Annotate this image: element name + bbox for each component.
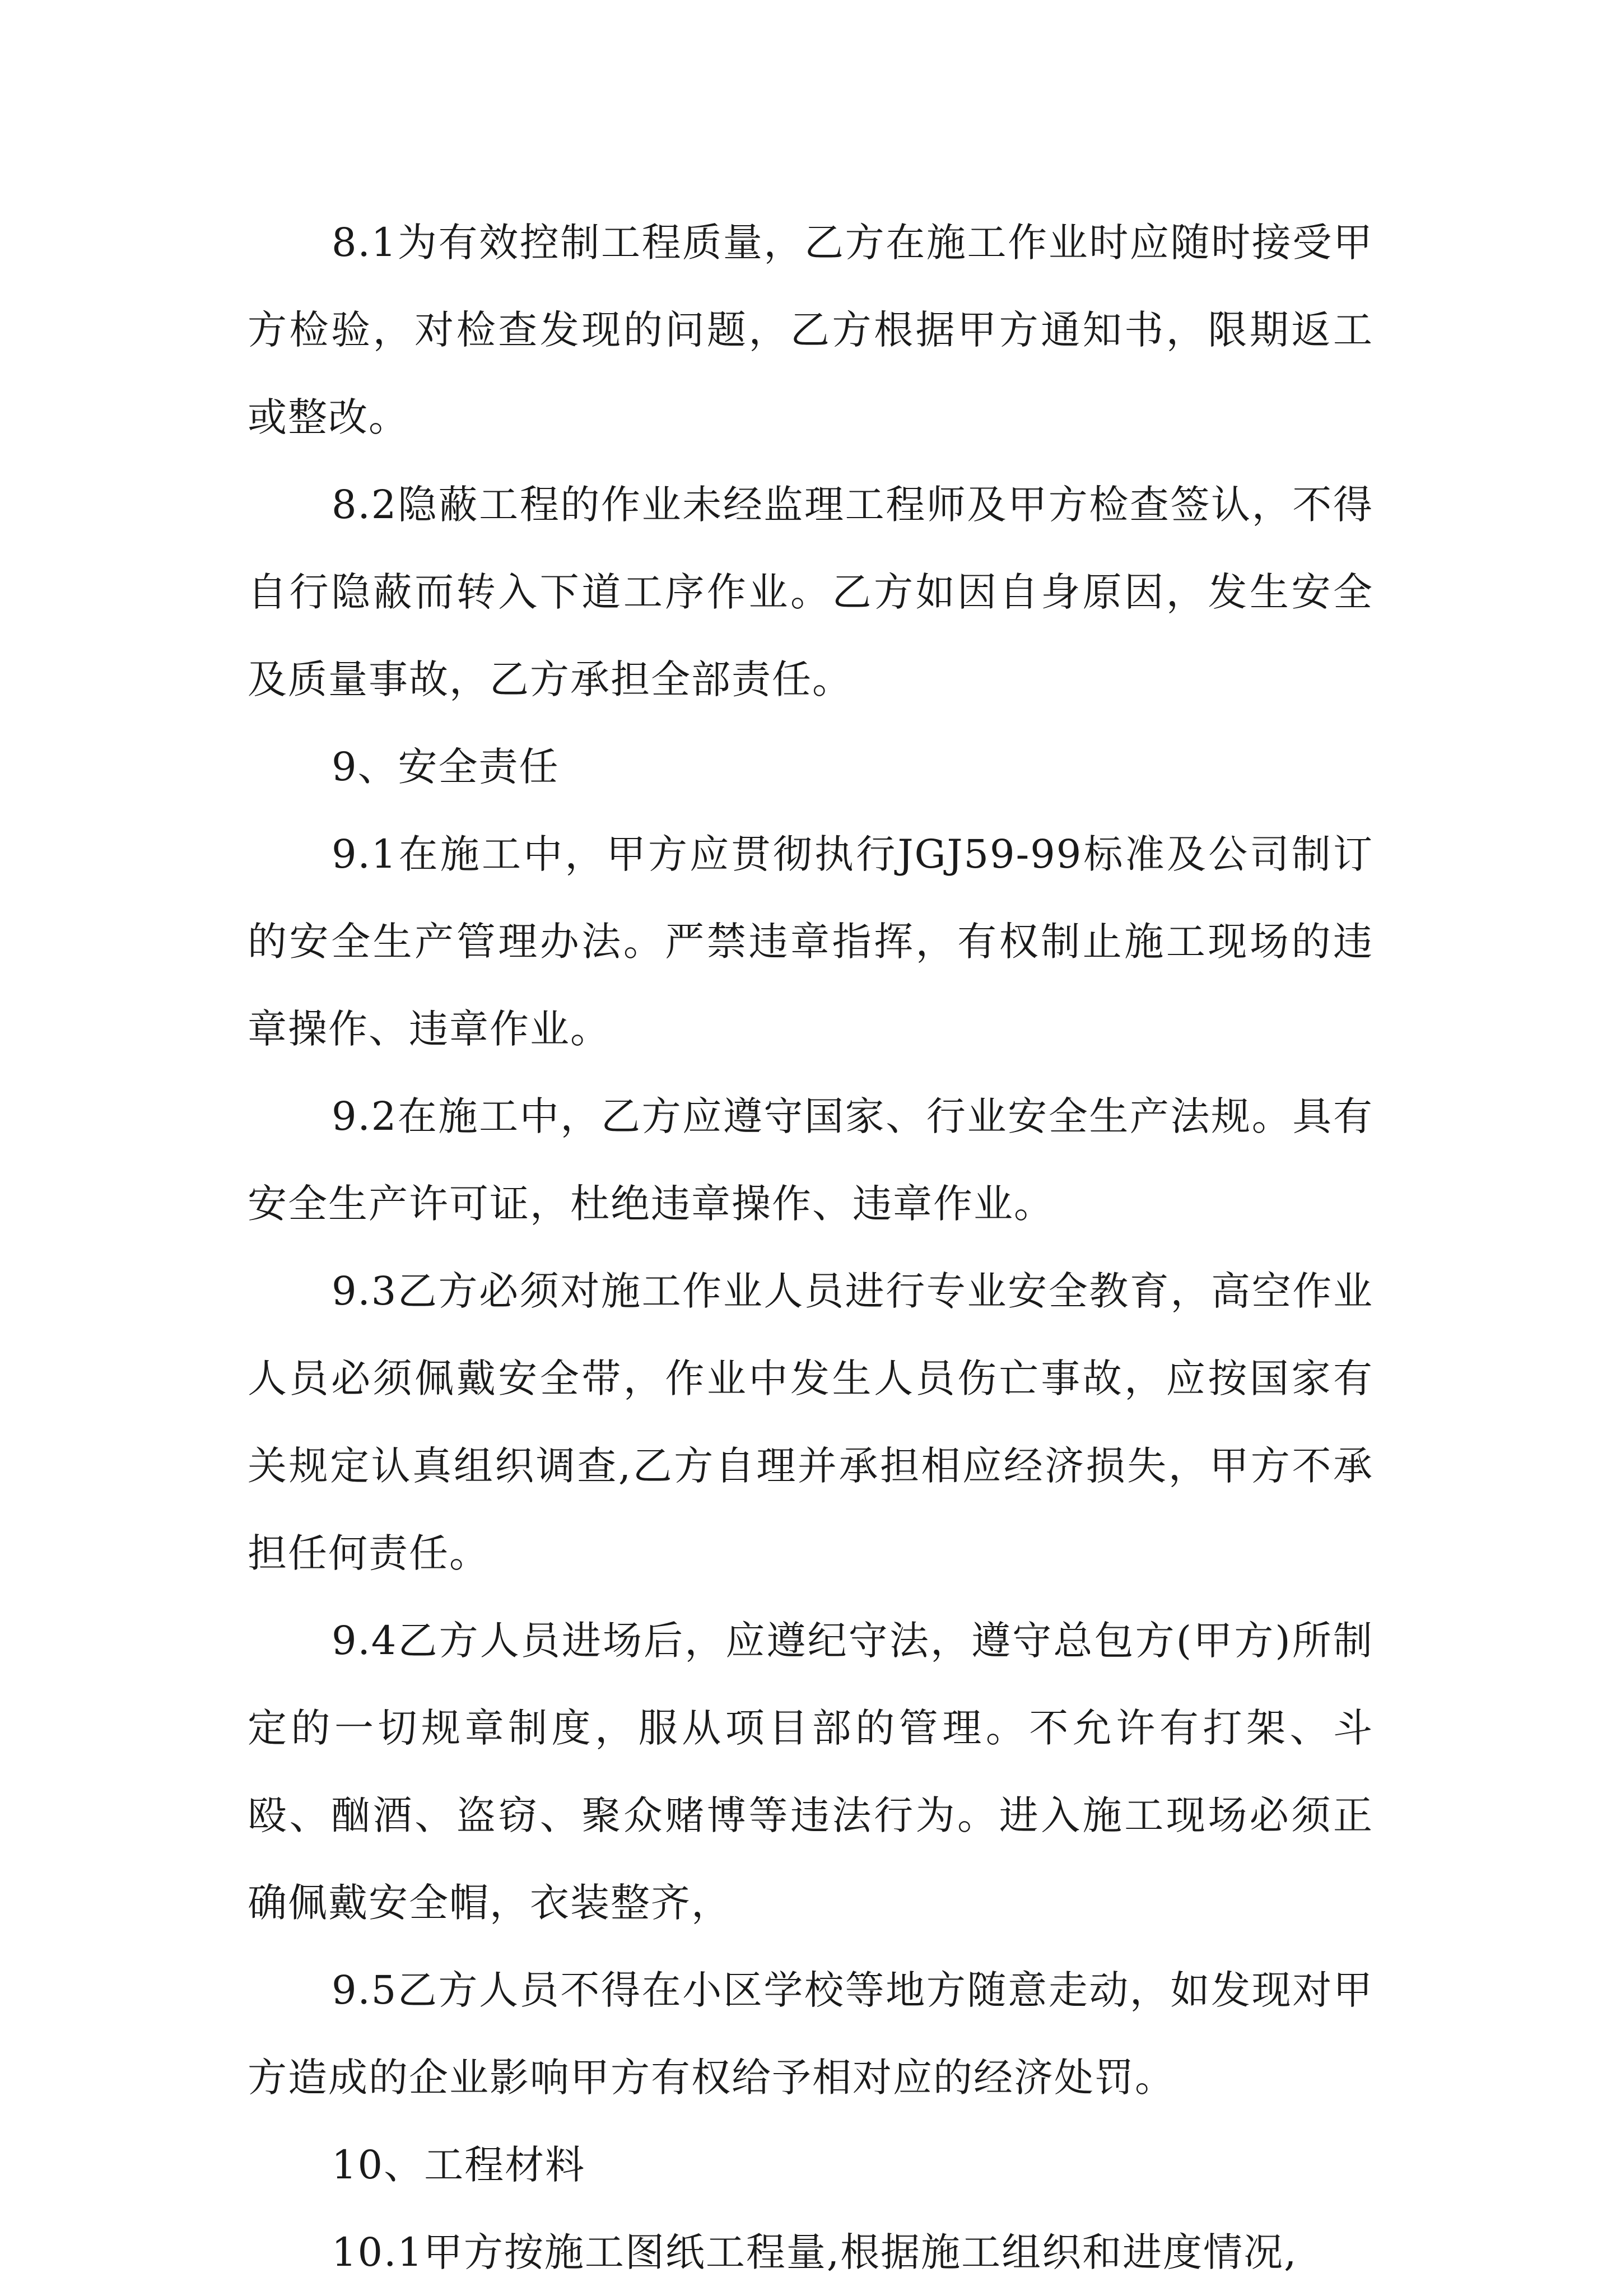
paragraph-9-2: 9.2在施工中，乙方应遵守国家、行业安全生产法规。具有安全生产许可证，杜绝违章操作、违章作业。	[248, 1093, 1373, 1227]
paragraph-9-4: 9.4乙方人员进场后，应遵纪守法，遵守总包方(甲方)所制定的一切规章制度，服从项目部的管理。不允许有打架、斗殴、酗酒、盗窃、聚众赌博等违法行为。进入施工现场必须正确佩戴安全帽，衣装整齐，	[248, 1618, 1373, 1926]
paragraph-8-1: 8.1为有效控制工程质量，乙方在施工作业时应随时接受甲方检验，对检查发现的问题，乙方根据甲方通知书，限期返工或整改。	[248, 220, 1373, 440]
paragraph-10-1: 10.1甲方按施工图纸工程量,根据施工组织和进度情况,	[332, 2229, 1298, 2275]
document-body	[248, 199, 1373, 2296]
paragraph-8-2: 8.2隐蔽工程的作业未经监理工程师及甲方检查签认，不得自行隐蔽而转入下道工序作业。乙方如因自身原因，发生安全及质量事故，乙方承担全部责任。	[248, 482, 1373, 702]
paragraph-9-3: 9.3乙方必须对施工作业人员进行专业安全教育，高空作业人员必须佩戴安全带，作业中发生人员伤亡事故，应按国家有关规定认真组织调查,乙方自理并承担相应经济损失，甲方不承担任何责任。	[248, 1268, 1373, 1576]
section-heading-9: 9、安全责任	[332, 744, 560, 790]
paragraph-9-5: 9.5乙方人员不得在小区学校等地方随意走动，如发现对甲方造成的企业影响甲方有权给予相对应的经济处罚。	[248, 1967, 1373, 2101]
section-heading-10: 10、工程材料	[332, 2142, 586, 2188]
paragraph-9-1: 9.1在施工中，甲方应贯彻执行JGJ59-99标准及公司制订的安全生产管理办法。严禁违章指挥，有权制止施工现场的违章操作、违章作业。	[248, 831, 1373, 1052]
